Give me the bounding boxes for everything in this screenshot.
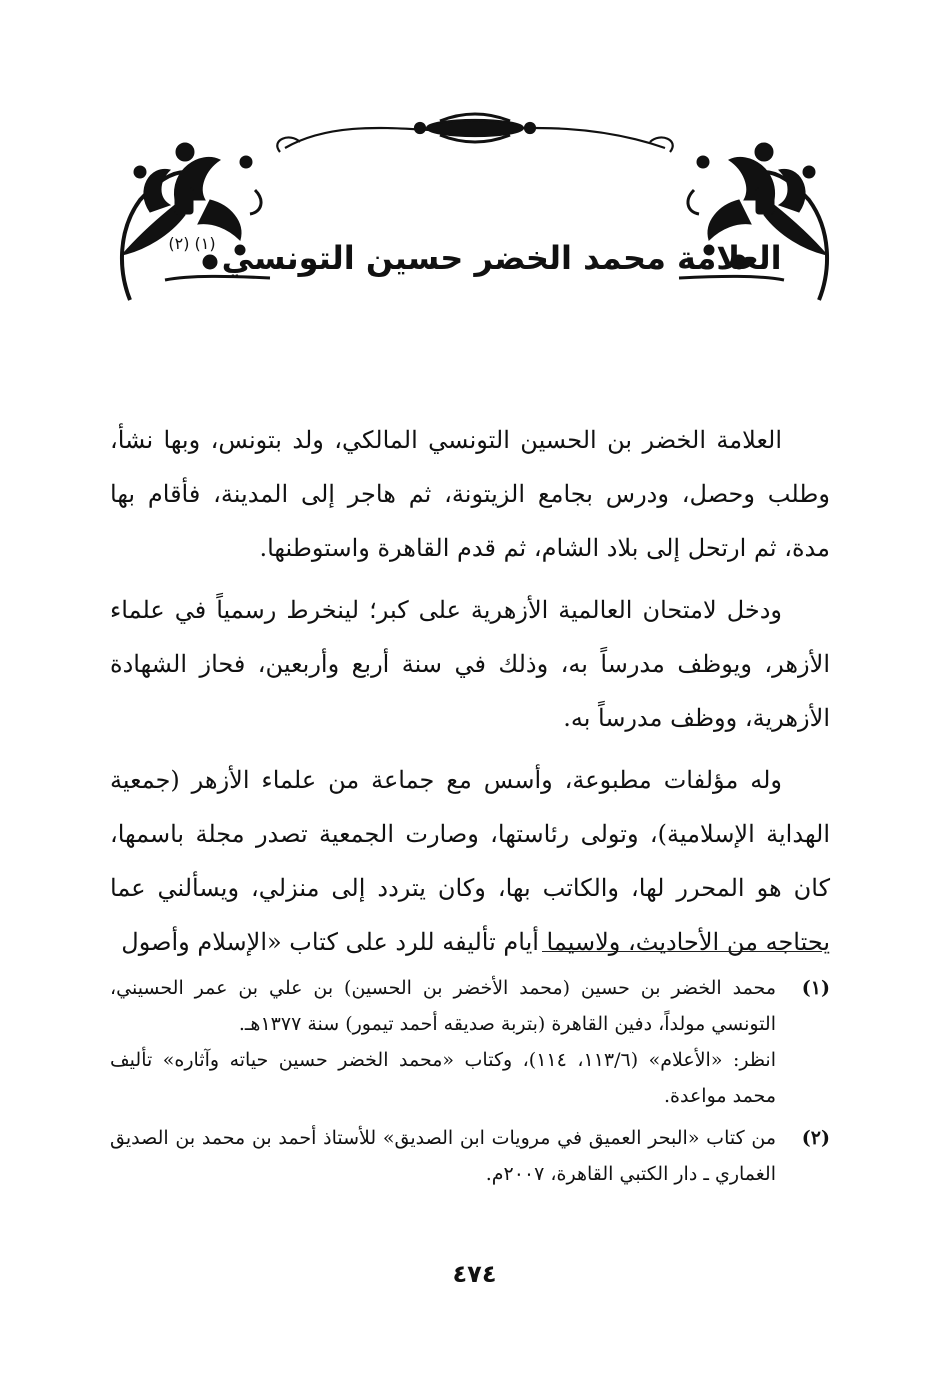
footnote-number: (٢) (801, 1127, 830, 1149)
footnote-separator (542, 951, 822, 952)
footnote-line: انظر: «الأعلام» (١١٣/٦، ١١٤)، وكتاب «محمد الخضر حسين حياته وآثاره» تأليف محمد مواعدة. (110, 1049, 776, 1107)
body-paragraph: ودخل لامتحان العالمية الأزهرية على كبر؛ لينخرط رسمياً في علماء الأزهر، ويوظف مدرساً به، وذلك في سنة أربع وأربعين، فحاز الشهادة الأزهرية، ووظف مدرساً به. (110, 596, 830, 732)
footnote-item (110, 1120, 830, 1192)
page-title: العلامة محمد الخضر حسين التونسي (221, 239, 782, 277)
title-footnote-refs: (١) (٢) (168, 234, 216, 253)
page-title-block (150, 228, 800, 288)
body-paragraph: وله مؤلفات مطبوعة، وأسس مع جماعة من علماء الأزهر (جمعية الهداية الإسلامية)، وتولى رئاستها، وصارت الجمعية تصدر مجلة باسمها، كان هو المحرر لها، والكاتب بها، وكان يتردد إلى منزلي، ويسألني عما يحتاجه من الأحاديث، ولاسيما أيام تأليفه للرد على كتاب «الإسلام وأصول (110, 766, 830, 956)
footnotes (110, 970, 830, 1198)
scroll-flourish-icon (277, 114, 672, 152)
page-number: ٤٧٤ (452, 1260, 497, 1288)
footnote-item (110, 970, 830, 1114)
footnote-line: من كتاب «البحر العميق في مرويات ابن الصديق» للأستاذ أحمد بن محمد بن الصديق الغماري ـ دار الكتبي القاهرة، ٢٠٠٧م. (110, 1127, 776, 1185)
footnote-line: محمد الخضر بن حسين (محمد الأخضر بن الحسين) بن علي بن عمر الحسيني، التونسي مولداً، دفين القاهرة (بتربة صديقه أحمد تيمور) سنة ١٣٧٧هـ. (110, 977, 776, 1035)
body-text (110, 413, 830, 977)
footnote-number: (١) (801, 977, 830, 999)
body-paragraph: العلامة الخضر بن الحسين التونسي المالكي، ولد بتونس، وبها نشأ، وطلب وحصل، ودرس بجامع الزيتونة، ثم هاجر إلى المدينة، فأقام بها مدة، ثم ارتحل إلى بلاد الشام، ثم قدم القاهرة واستوطنها. (110, 426, 831, 562)
footnote-body (110, 970, 776, 1114)
footnote-body (110, 1120, 776, 1192)
